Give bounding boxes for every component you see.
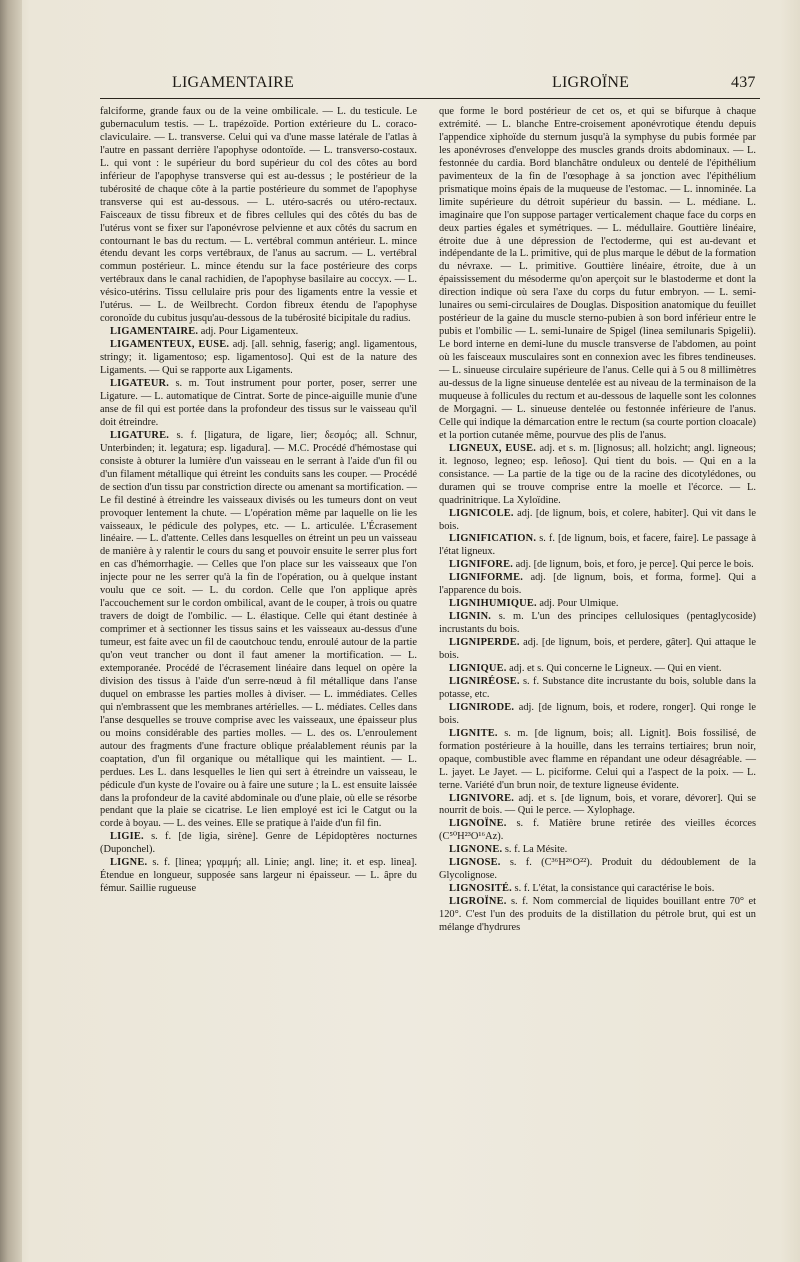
dictionary-entry: LIGNIHUMIQUE. adj. Pour Ulmique. bbox=[449, 598, 619, 610]
dictionary-entry: LIGNONE. s. f. La Mésite. bbox=[449, 844, 568, 856]
dictionary-entry: falciforme, grande faux ou de la veine ombilicale. — L. du testicule. Le gubernaculum testis. — L. trapézoïde. Portion extérieure du L. coraco-claviculaire. — L. transverse. Celui qui va d'une masse latérale de l'atlas à l'autre en passant derrière l'apophyse odontoïde. — L. transverso-costaux. L. qui vont : le supérieur du bord supérieur du col des côtes au bord inférieur de l'apophyse transverse qui est au-dessus ; le postérieur de la tubérosité de chaque côte à la partie postérieure du sommet de l'apophyse transverse qui est au-dessous. — L. utéro-sacrés ou utéro-rectaux. Faisceaux de tissu fibreux et de fibres cellules qui des côtés du bas de l'utérus vont se fixer sur l'aponévrose pelvienne et aux côtés du sacrum en contournant le bas du rectum. — L. vertébral commun antérieur. L. mince étendu devant les corps vertébraux, de l'anus au sacrum. — L. vertébral commun postérieur. L. mince étendu sur la face postérieure des corps vertébraux dans le canal rachidien, de l'apophyse basilaire au coccyx. — L. vésico-utérins. Tissu cellulaire pris pour des ligaments entre la vessie et l'utérus. — L. de Weilbrecht. Cordon fibreux étendu de l'apophyse coronoïde du cubitus jusqu'au-dessous de la tubérosité bicipitale du radius. bbox=[100, 106, 417, 325]
dictionary-entry: LIGATURE. s. f. [ligatura, de ligare, lier; δεσμός; all. Schnur, Unterbinden; it. legatura; esp. ligadura]. — M.C. Procédé d'hémostase qui consiste à obturer la lumière d'un vaisseau en le serrant à l'aide d'un fil ou d'un filament métallique qui étreint les conduits sans les couper. — Procédé de section d'un tissu par constriction directe ou amenant sa mortification. — Le fil destiné à étreindre les vaisseaux divisés ou les tumeurs dont on veut provoquer lentement la chute. — L'opération même par laquelle on lie les vaisseaux, le pédicule des polypes, etc. — L. articulée. L'Écrasement linéaire. — L. d'attente. Celles dans lesquelles on étreint un peu un vaisseau de manière à y ralentir le cours du sang et pouvoir ensuite le serrer plus fort en cas d'hémorrhagie. — Celles que l'on place sur les vaisseaux que l'on injecte pour ne les serrer qu'à la fin de l'opération, ou à quelque instant voulu que ce soit. — L. du cordon. Celle que l'on applique après l'accouchement sur le cordon ombilical, avant de le couper, à trois ou quatre travers de doigt de l'ombilic. — L. élastique. Celle qui étant destinée à comprimer et à sectionner les tissus sains et les vaisseaux au-dessus d'une tumeur, est faite avec un fil de caoutchouc tendu, enroulé autour de la partie qu'on veut trancher ou dont il faut amener la mortification. — L. extemporanée. Procédé de l'écrasement linéaire dans lequel on opère la division des tissus à l'aide d'un serre-nœud à fil métallique dans l'anse duquel on embrasse les parties molles à diviser. — L. immédiates. Celles qui n'embrassent que les membranes artérielles. — L. médiates. Celles dans l'anse desquelles se trouve comprise avec les vaisseaux, une épaisseur plus ou moins considérable des parties molles. — L. des os. L'enroulement autour des fragments d'une fracture oblique préalablement réunis par la coaptation, d'un fil organique ou métallique qui les maintient. — L. perdues. Les L. dans lesquelles le lien qui sert à étreindre un vaisseau, le pédicule d'un kyste de l'ovaire ou à faire une suture ; la L. est ensuite laissée dans la profondeur de la cavité abdominale ou d'une plaie, où elle se résorbe pendant que la plaie se cicatrise. Le lien employé est ici le Catgut ou la corde à boyau. — L. des veines. Elle se pratique à l'aide d'un fil fin. bbox=[100, 429, 417, 830]
dictionary-entry: LIGROÏNE. s. f. Nom commercial de liquides bouillant entre 70° et 120°. C'est l'un des produits de la distillation du pétrole brut, qui est un mélange d'hydrures bbox=[439, 896, 756, 934]
header-right-guide-word: LIGROÏNE bbox=[552, 74, 630, 91]
entry-headword: LIGATEUR. bbox=[110, 378, 170, 390]
left-column bbox=[100, 106, 417, 896]
dictionary-entry: LIGAMENTEUX, EUSE. adj. [all. sehnig, faserig; angl. ligamentous, stringy; it. ligamentoso; esp. ligamentoso]. Qui est de la nature des Ligaments. — Qui se rapporte aux Ligaments. bbox=[100, 339, 417, 377]
header-left-guide-word: LIGAMENTAIRE bbox=[172, 74, 294, 91]
dictionary-entry: LIGNIN. s. m. L'un des principes cellulosiques (pentaglycoside) incrustants du bois. bbox=[439, 611, 756, 636]
entry-headword: LIGNIRODE. bbox=[449, 701, 515, 713]
header-rule bbox=[100, 98, 760, 99]
dictionary-entry: LIGNOÏNE. s. f. Matière brune retirée des vieilles écorces (C⁵⁰H²³O¹⁶Az). bbox=[439, 818, 756, 843]
dictionary-entry: LIGAMENTAIRE. adj. Pour Ligamenteux. bbox=[110, 326, 299, 338]
dictionary-entry: LIGNIVORE. adj. et s. [de lignum, bois, et vorare, dévorer]. Qui se nourrit de bois. — Qui le perce. — Xylophage. bbox=[439, 792, 756, 817]
dictionary-entry: LIGNIFORE. adj. [de lignum, bois, et foro, je perce]. Qui perce le bois. bbox=[449, 559, 754, 571]
entry-headword: LIGIE. bbox=[110, 831, 144, 843]
entry-headword: LIGNOÏNE. bbox=[449, 818, 507, 830]
right-column bbox=[439, 106, 756, 935]
entry-headword: LIGNIFORME. bbox=[449, 572, 524, 584]
entry-headword: LIGAMENTAIRE. bbox=[110, 326, 199, 338]
entry-headword: LIGNIFORE. bbox=[449, 559, 514, 571]
page-header bbox=[0, 74, 800, 98]
entry-headword: LIGNIVORE. bbox=[449, 792, 515, 804]
dictionary-entry: LIGNIFICATION. s. f. [de lignum, bois, et facere, faire]. Le passage à l'état ligneux. bbox=[439, 533, 756, 558]
dictionary-entry: LIGNE. s. f. [linea; γραμμή; all. Linie; angl. line; it. et esp. linea]. Étendue en longueur, supposée sans largeur ni épaisseur. — L. âpre du fémur. Saillie rugueuse bbox=[100, 857, 417, 895]
entry-headword: LIGNIN. bbox=[449, 611, 492, 623]
dictionary-entry: LIGNIFORME. adj. [de lignum, bois, et forma, forme]. Qui a l'apparence du bois. bbox=[439, 572, 756, 597]
dictionary-entry: LIGNIRODE. adj. [de lignum, bois, et rodere, ronger]. Qui ronge le bois. bbox=[439, 701, 756, 726]
entry-headword: LIGNOSITÉ. bbox=[449, 883, 512, 895]
dictionary-entry: LIGNICOLE. adj. [de lignum, bois, et colere, habiter]. Qui vit dans le bois. bbox=[439, 507, 756, 532]
dictionary-entry: LIGIE. s. f. [de ligia, sirène]. Genre de Lépidoptères nocturnes (Duponchel). bbox=[100, 831, 417, 856]
entry-headword: LIGNOSE. bbox=[449, 857, 501, 869]
dictionary-entry: LIGATEUR. s. m. Tout instrument pour porter, poser, serrer une Ligature. — L. automatique de Cintrat. Sorte de pince-aiguille munie d'une anse de fil qui est portée dans la profondeur des tissus sur le vaisseau qu'il doit étreindre. bbox=[100, 378, 417, 428]
dictionary-entry: LIGNEUX, EUSE. adj. et s. m. [lignosus; all. holzicht; angl. ligneous; it. legnoso, legneo; esp. leñoso]. Qui tient du bois. — Qui en a la consistance. — La partie de la tige ou de la racine des dicotylédones, ou duramen qui se trouve comprise entre la moelle et l'écorce. — L. quadrinitrique. La Xyloïdine. bbox=[439, 442, 756, 506]
entry-headword: LIGNONE. bbox=[449, 844, 503, 856]
dictionary-entry: LIGNOSITÉ. s. f. L'état, la consistance qui caractérise le bois. bbox=[449, 883, 715, 895]
entry-headword: LIGNIQUE. bbox=[449, 662, 507, 674]
dictionary-entry: LIGNIPERDE. adj. [de lignum, bois, et perdere, gâter]. Qui attaque le bois. bbox=[439, 637, 756, 662]
entry-headword: LIGNIFICATION. bbox=[449, 533, 537, 545]
entry-headword: LIGATURE. bbox=[110, 429, 170, 441]
entry-headword: LIGROÏNE. bbox=[449, 896, 507, 908]
dictionary-entry: que forme le bord postérieur de cet os, et qui se bifurque à chaque extrémité. — L. blanche Entre-croisement aponévrotique étendu depuis l'appendice xiphoïde du sternum jusqu'à la symphyse du pubis formée par les aponévroses d'enveloppe des muscles grands droits abdominaux. — L. festonnée du cardia. Bord blanchâtre onduleux ou dentelé de l'épithélium pavimenteux de la fin de l'œsophage à sa jonction avec l'épithélium prismatique moins épais de la muqueuse de l'estomac. — L. innominée. La limite supérieure du détroit supérieur du bassin. — L. médiane. L. imaginaire que l'on suppose partager verticalement chaque face du corps en deux parties égales et symétriques. — L. médullaire. Gouttière linéaire, étroite due à une dépression de l'ectoderme, qui est au-devant et indépendante de la L. primitive, qui de plus marque le début de la formation du névraxe. — L. primitive. Gouttière linéaire, étroite, due à un épaississement du mésoderme qu'on aperçoit sur le blastoderme et dont la direction indique où sera l'axe du corps du futur embryon. — L. semi-lunaires ou semi-circulaires de Douglas. Disposition anatomique du feuillet postérieur de la gaine du muscle sterno-pubien à son bord inférieur entre le pubis et l'ombilic — L. semi-lunaire de Spigel (linea semilunaris Spigelii). Le bord interne en demi-lune du muscle transverse de l'abdomen, au point où les faisceaux musculaires sont en connexion avec les fibres tendineuses. — L. sinueuse circulaire supérieure de l'anus. Celle qui à 5 ou 8 millimètres au-dessus de la ligne sinueuse dentelée est au niveau de la terminaison de la muqueuse à follicules du rectum et au-dessous de laquelle sont les colonnes de Morgagni. — L. sinueuse dentelée ou festonnée inférieure de l'anus. Celle qui indique la démarcation entre le rectum (sa courte portion cloacale) et la portion cutanée même, pourvue des plis de l'anus. bbox=[439, 106, 756, 441]
entry-headword: LIGNIHUMIQUE. bbox=[449, 598, 537, 610]
entry-headword: LIGNICOLE. bbox=[449, 507, 514, 519]
entry-headword: LIGNITE. bbox=[449, 727, 498, 739]
entry-headword: LIGNEUX, EUSE. bbox=[449, 442, 537, 454]
entry-headword: LIGNIRÉOSE. bbox=[449, 675, 520, 687]
dictionary-entry: LIGNIRÉOSE. s. f. Substance dite incrustante du bois, soluble dans la potasse, etc. bbox=[439, 675, 756, 700]
dictionary-entry: LIGNOSE. s. f. (C³⁶H²⁶O²²). Produit du dédoublement de la Glycolignose. bbox=[439, 857, 756, 882]
book-binding-edge bbox=[0, 0, 22, 1262]
entry-headword: LIGNE. bbox=[110, 857, 148, 869]
dictionary-entry: LIGNITE. s. m. [de lignum, bois; all. Lignit]. Bois fossilisé, de formation postérieure à la houille, dans les terrains tertiaires; brun noir, opaque, combustible avec flamme en répandant une odeur désagréable. — L. jayet. Le Jayet. — L. piciforme. Celui qui a l'aspect de la poix. — L. terne. Variété d'un brun noir, de texture ligneuse évidente. bbox=[439, 727, 756, 791]
page-number: 437 bbox=[731, 74, 756, 91]
dictionary-entry: LIGNIQUE. adj. et s. Qui concerne le Ligneux. — Qui en vient. bbox=[449, 662, 722, 674]
entry-headword: LIGAMENTEUX, EUSE. bbox=[110, 339, 230, 351]
entry-headword: LIGNIPERDE. bbox=[449, 637, 520, 649]
